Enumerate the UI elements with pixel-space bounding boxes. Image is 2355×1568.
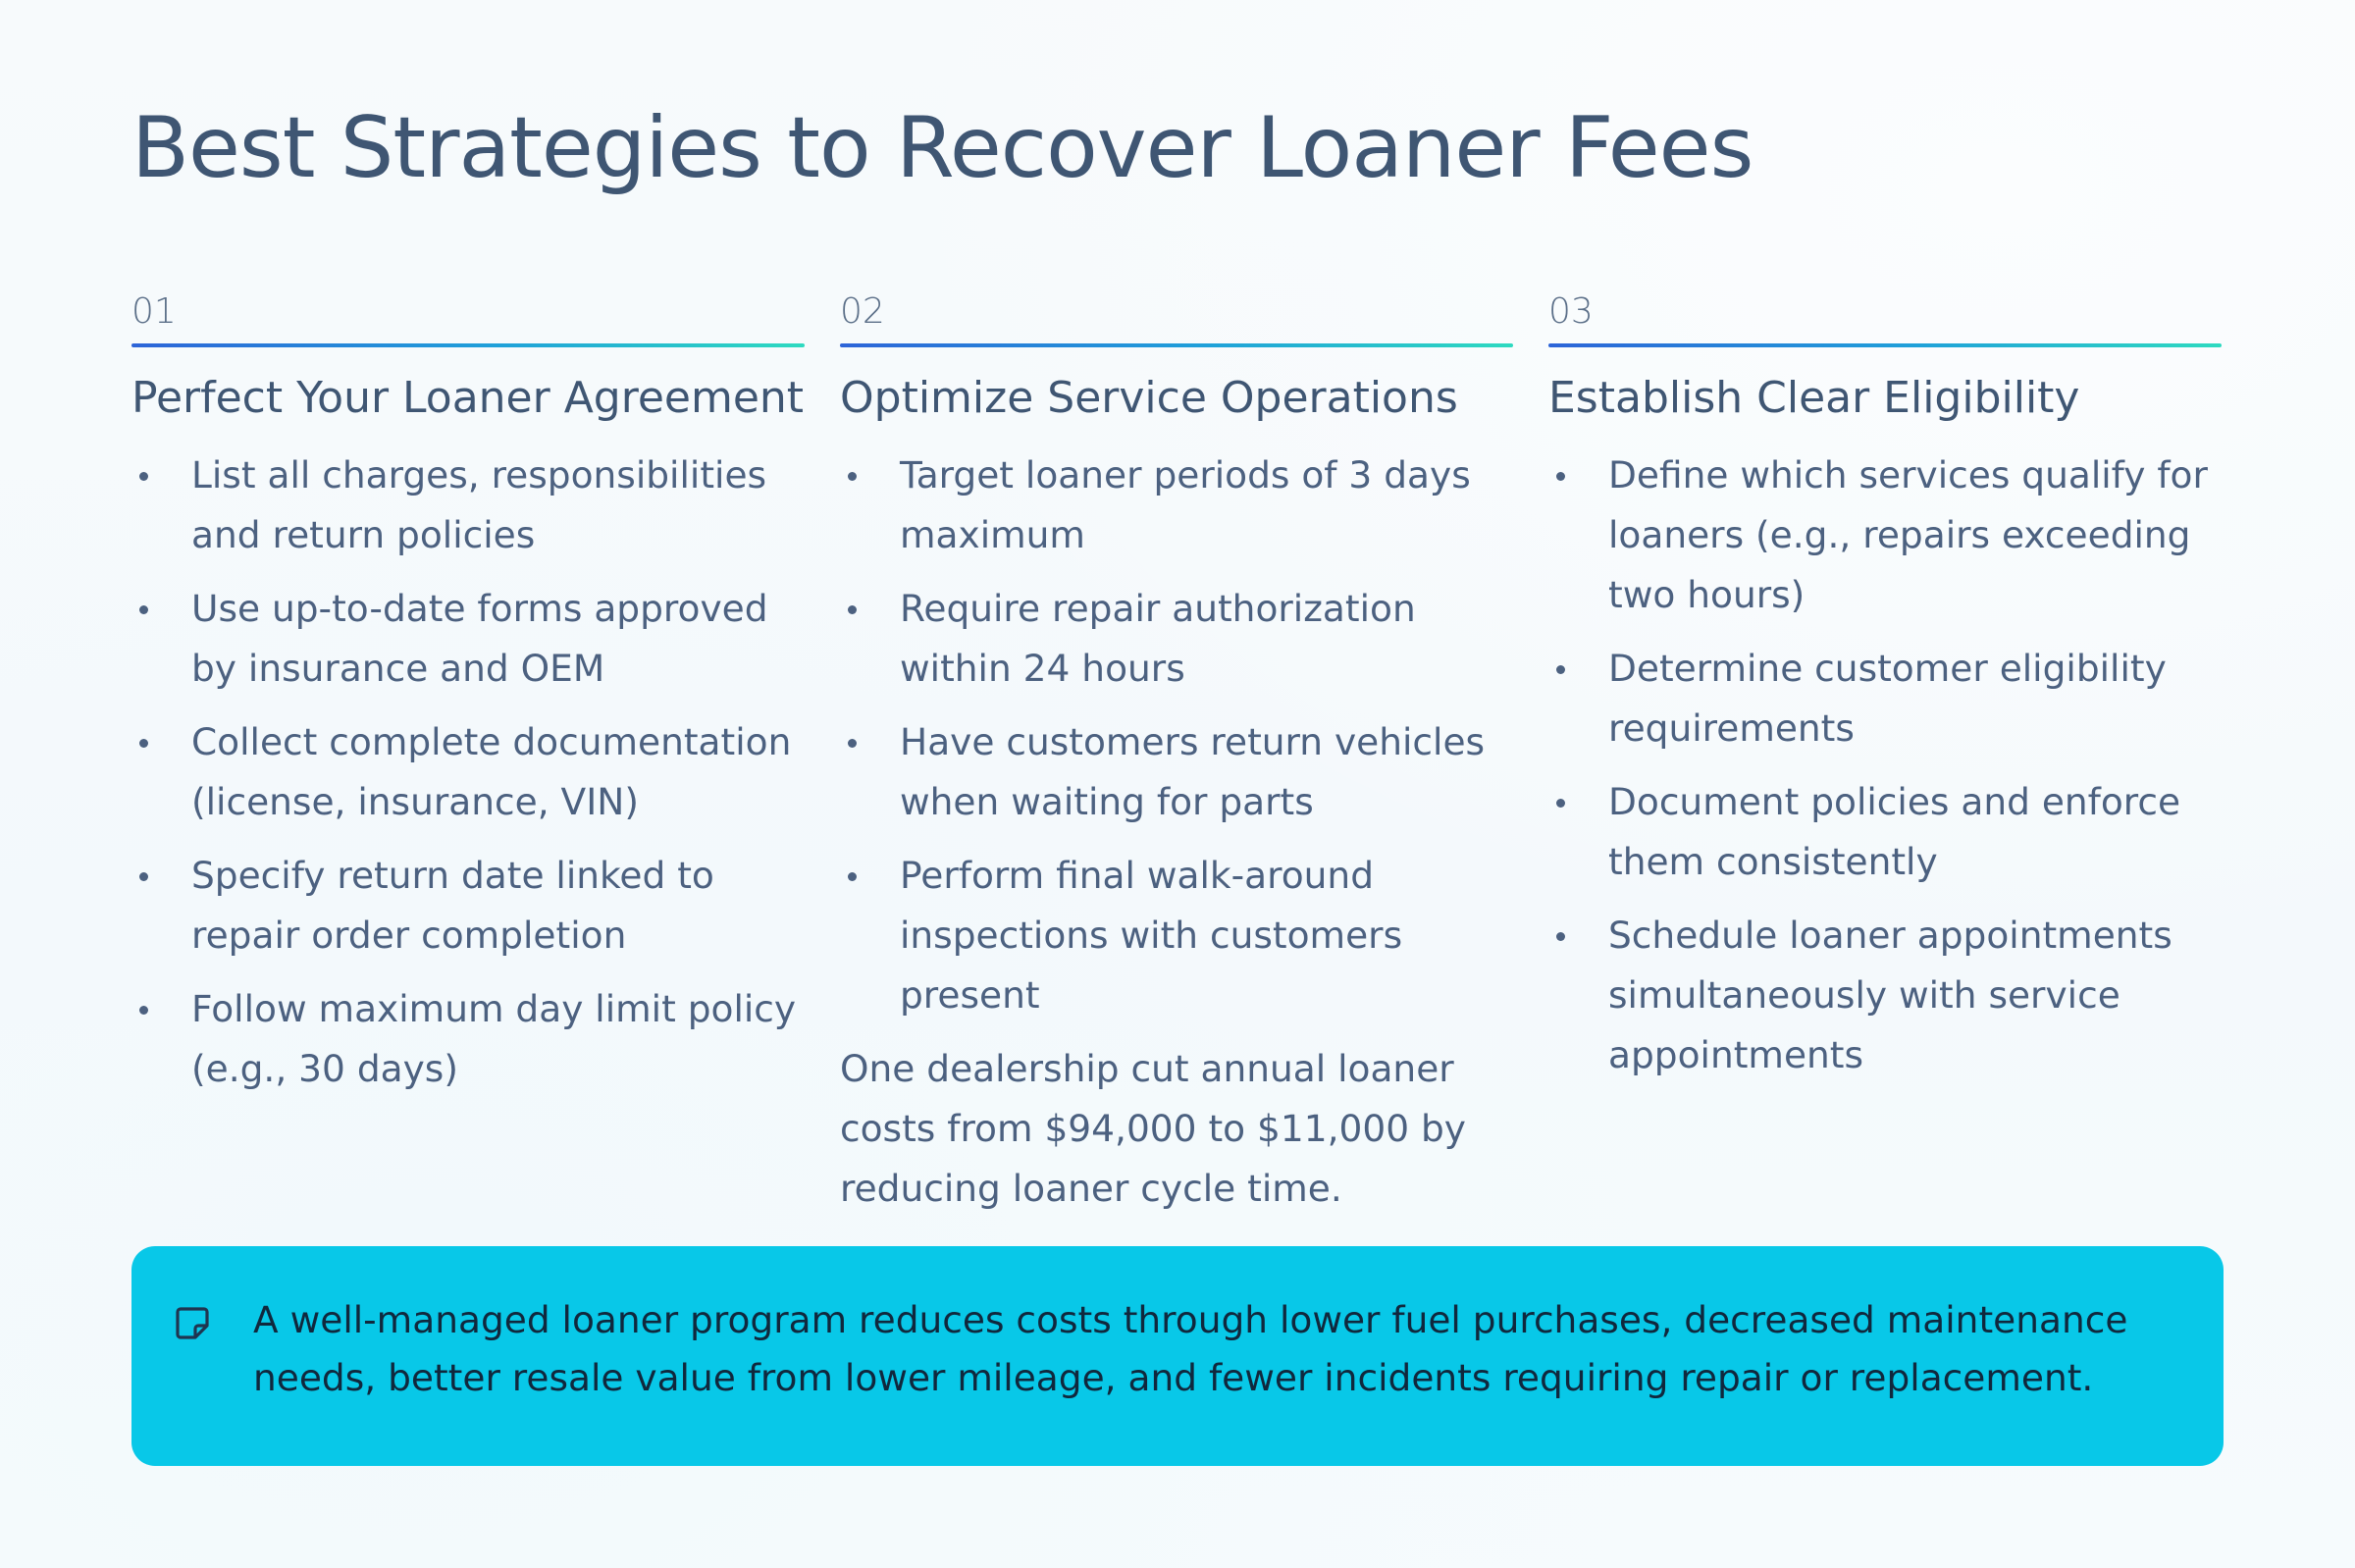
case-study-note: One dealership cut annual loaner costs from $94,000 to $11,000 by reducing loaner cycle time. — [840, 1047, 1466, 1210]
list-item-text: Use up-to-date forms approved by insurance and OEM — [191, 587, 768, 690]
column-heading: Optimize Service Operations — [840, 373, 1458, 423]
list-item — [840, 712, 1513, 832]
bullet-list — [131, 445, 805, 1099]
list-item-text: Define which services qualify for loaners (e.g., repairs exceeding two hours) — [1608, 453, 2208, 616]
list-item-text: List all charges, responsibilities and return policies — [191, 453, 767, 556]
page-title: Best Strategies to Recover Loaner Fees — [131, 99, 1753, 197]
bullet-icon — [139, 1006, 148, 1015]
list-item-text: Document policies and enforce them consistently — [1608, 780, 2181, 883]
bullet-icon — [1556, 932, 1565, 941]
list-item-text: Perform final walk-around inspections with customers present — [900, 854, 1403, 1017]
strategy-columns — [131, 290, 2224, 1219]
slide — [131, 0, 2224, 1568]
list-item — [131, 846, 805, 966]
list-item — [1548, 772, 2222, 892]
bullet-icon — [1556, 472, 1565, 481]
bullet-icon — [848, 872, 857, 881]
list-item — [131, 445, 805, 565]
column-divider — [840, 343, 1513, 347]
list-item — [840, 445, 1513, 565]
bullet-list — [1548, 445, 2222, 1085]
strategy-column-1 — [131, 290, 805, 1219]
bullet-icon — [139, 739, 148, 748]
bullet-icon — [1556, 799, 1565, 808]
strategy-column-2 — [840, 290, 1513, 1219]
note-icon — [175, 1305, 210, 1340]
callout-text: A well-managed loaner program reduces costs through lower fuel purchases, decreased maintenance needs, better resale value from lower mileage, and fewer incidents requiring repair or replacement. — [253, 1298, 2128, 1399]
summary-callout — [131, 1246, 2224, 1466]
list-item-text: Have customers return vehicles when waiting for parts — [900, 720, 1486, 823]
list-item — [1548, 639, 2222, 758]
column-divider — [1548, 343, 2222, 347]
list-item — [840, 846, 1513, 1025]
bullet-icon — [139, 872, 148, 881]
list-item-text: Schedule loaner appointments simultaneously with service appointments — [1608, 914, 2172, 1076]
column-number: 03 — [1548, 291, 1594, 332]
bullet-icon — [1556, 665, 1565, 674]
bullet-icon — [139, 605, 148, 614]
list-item — [1548, 445, 2222, 625]
list-item-text: Follow maximum day limit policy (e.g., 30 days) — [191, 987, 797, 1090]
list-item-text: Collect complete documentation (license, insurance, VIN) — [191, 720, 792, 823]
bullet-icon — [848, 605, 857, 614]
list-item — [131, 979, 805, 1099]
list-item — [131, 579, 805, 699]
list-item-text: Require repair authorization within 24 hours — [900, 587, 1416, 690]
list-item-text: Target loaner periods of 3 days maximum — [900, 453, 1471, 556]
list-item — [840, 579, 1513, 699]
list-item — [131, 712, 805, 832]
column-divider — [131, 343, 805, 347]
bullet-icon — [139, 472, 148, 481]
list-item — [1548, 906, 2222, 1085]
column-number: 01 — [131, 291, 177, 332]
strategy-column-3 — [1548, 290, 2222, 1219]
column-heading: Perfect Your Loaner Agreement — [131, 373, 805, 423]
column-heading: Establish Clear Eligibility — [1548, 373, 2080, 423]
list-item-text: Determine customer eligibility requirements — [1608, 647, 2167, 750]
list-item-text: Specify return date linked to repair order completion — [191, 854, 714, 957]
bullet-icon — [848, 472, 857, 481]
bullet-list — [840, 445, 1513, 1025]
bullet-icon — [848, 739, 857, 748]
column-number: 02 — [840, 291, 885, 332]
